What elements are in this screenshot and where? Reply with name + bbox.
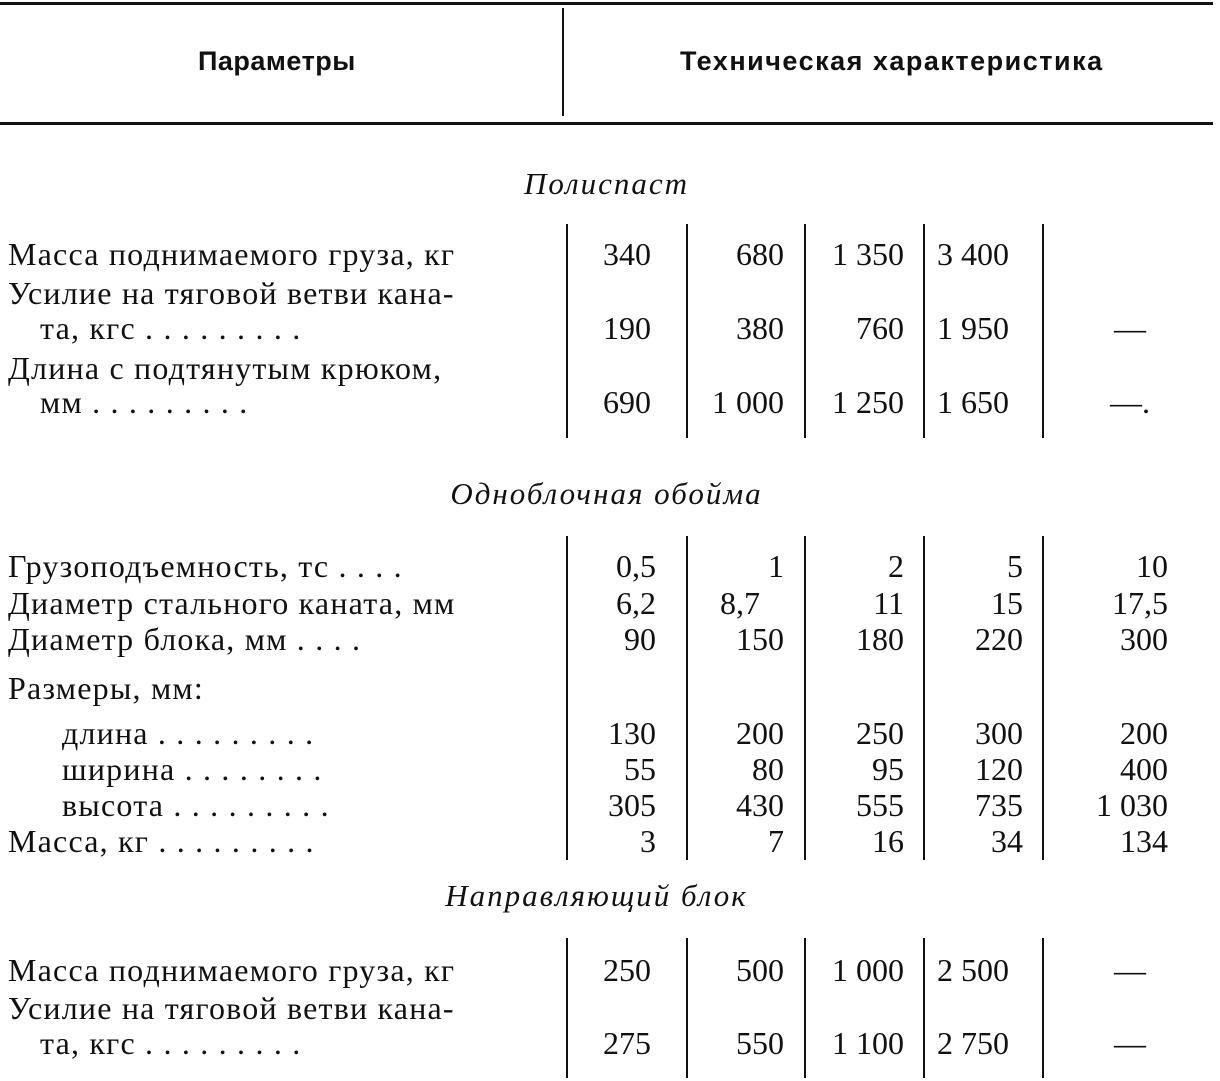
cell: 555 xyxy=(856,787,904,823)
cell: 340 xyxy=(603,236,651,272)
cell: 200 xyxy=(736,715,784,751)
cell: 275 xyxy=(603,1025,651,1061)
cell: 550 xyxy=(736,1025,784,1061)
table-row xyxy=(0,621,1213,659)
cell: — xyxy=(1114,952,1146,988)
cell: 180 xyxy=(856,621,904,657)
cell: 380 xyxy=(736,310,784,346)
cell: 16 xyxy=(872,823,904,859)
cell: 6,2 xyxy=(616,585,656,621)
cell: 130 xyxy=(608,715,656,751)
row-label: высота . . . . . . . . . xyxy=(62,787,330,823)
table-row-label-line xyxy=(0,990,1213,1028)
table-row xyxy=(0,751,1213,789)
cell: 1 000 xyxy=(832,952,904,988)
row-label-cont: та, кгс . . . . . . . . . xyxy=(40,1025,302,1061)
table-row xyxy=(0,670,1213,708)
row-label: Длина с подтянутым крюком, xyxy=(8,350,443,386)
table-row xyxy=(0,787,1213,825)
table-row xyxy=(0,548,1213,586)
cell: 305 xyxy=(608,787,656,823)
table-row xyxy=(0,715,1213,753)
cell: 760 xyxy=(856,310,904,346)
table-row xyxy=(0,236,1213,274)
row-label: Усилие на тяговой ветви кана- xyxy=(8,275,455,311)
cell: 5 xyxy=(1007,548,1023,584)
cell: 0,5 xyxy=(616,548,656,584)
cell: 680 xyxy=(736,236,784,272)
cell: 200 xyxy=(1120,715,1168,751)
cell: 80 xyxy=(752,751,784,787)
cell: 300 xyxy=(1120,621,1168,657)
header-separator xyxy=(562,8,564,116)
cell: 430 xyxy=(736,787,784,823)
table-row xyxy=(0,823,1213,861)
cell: 95 xyxy=(872,751,904,787)
cell: 1 250 xyxy=(832,384,904,420)
row-label: Диаметр блока, мм . . . . xyxy=(8,621,362,657)
cell: 120 xyxy=(975,751,1023,787)
cell: 7 xyxy=(768,823,784,859)
cell: 3 400 xyxy=(937,236,1009,272)
row-label: Усилие на тяговой ветви кана- xyxy=(8,990,455,1026)
table-row-label-line xyxy=(0,275,1213,313)
table-row xyxy=(0,310,1213,348)
cell: 10 xyxy=(1136,548,1168,584)
row-label: Масса поднимаемого груза, кг xyxy=(8,952,456,988)
row-label-cont: мм . . . . . . . . . xyxy=(40,384,249,420)
cell: 2 xyxy=(888,548,904,584)
cell: 90 xyxy=(624,621,656,657)
row-label: ширина . . . . . . . . xyxy=(62,751,323,787)
cell: 1 650 xyxy=(937,384,1009,420)
cell: — xyxy=(1114,1025,1146,1061)
cell: 1 100 xyxy=(832,1025,904,1061)
cell: 1 000 xyxy=(712,384,784,420)
cell: 220 xyxy=(975,621,1023,657)
section-title-oboima: Одноблочная обойма xyxy=(450,476,763,511)
cell: 250 xyxy=(603,952,651,988)
cell: 1 950 xyxy=(937,310,1009,346)
table-row xyxy=(0,585,1213,623)
table-row xyxy=(0,384,1213,422)
table-row xyxy=(0,952,1213,990)
header-bottom-rule xyxy=(0,122,1213,125)
cell: 8,7 xyxy=(720,585,760,621)
section-title-polispast: Полиспаст xyxy=(523,166,690,201)
cell: 134 xyxy=(1120,823,1168,859)
top-rule xyxy=(0,2,1213,5)
cell: 11 xyxy=(873,585,904,621)
row-label: Диаметр стального каната, мм xyxy=(8,585,456,621)
cell: 2 500 xyxy=(937,952,1009,988)
cell: 3 xyxy=(640,823,656,859)
table-row xyxy=(0,1025,1213,1063)
cell: 500 xyxy=(736,952,784,988)
section-title-blok: Направляющий блок xyxy=(445,878,748,913)
cell: 300 xyxy=(975,715,1023,751)
cell: 55 xyxy=(624,751,656,787)
row-label: Масса поднимаемого груза, кг xyxy=(8,236,456,272)
cell: 735 xyxy=(975,787,1023,823)
cell: 17,5 xyxy=(1112,585,1168,621)
cell: 34 xyxy=(991,823,1023,859)
row-label: Размеры, мм: xyxy=(8,670,204,706)
row-label: Масса, кг . . . . . . . . . xyxy=(8,823,315,859)
cell: 1 350 xyxy=(832,236,904,272)
cell: 15 xyxy=(991,585,1023,621)
table-row-label-line xyxy=(0,350,1213,388)
cell: 2 750 xyxy=(937,1025,1009,1061)
cell: 250 xyxy=(856,715,904,751)
cell: 400 xyxy=(1120,751,1168,787)
cell: — xyxy=(1114,310,1146,346)
row-label: длина . . . . . . . . . xyxy=(62,715,315,751)
header-tech: Техническая характеристика xyxy=(680,46,1104,76)
header-params: Параметры xyxy=(198,46,356,76)
cell: 1 xyxy=(768,548,784,584)
cell: 1 030 xyxy=(1096,787,1168,823)
row-label: Грузоподъемность, тс . . . . xyxy=(8,548,403,584)
cell: 190 xyxy=(603,310,651,346)
cell: —. xyxy=(1110,384,1150,420)
cell: 150 xyxy=(736,621,784,657)
cell: 690 xyxy=(603,384,651,420)
row-label-cont: та, кгс . . . . . . . . . xyxy=(40,310,302,346)
